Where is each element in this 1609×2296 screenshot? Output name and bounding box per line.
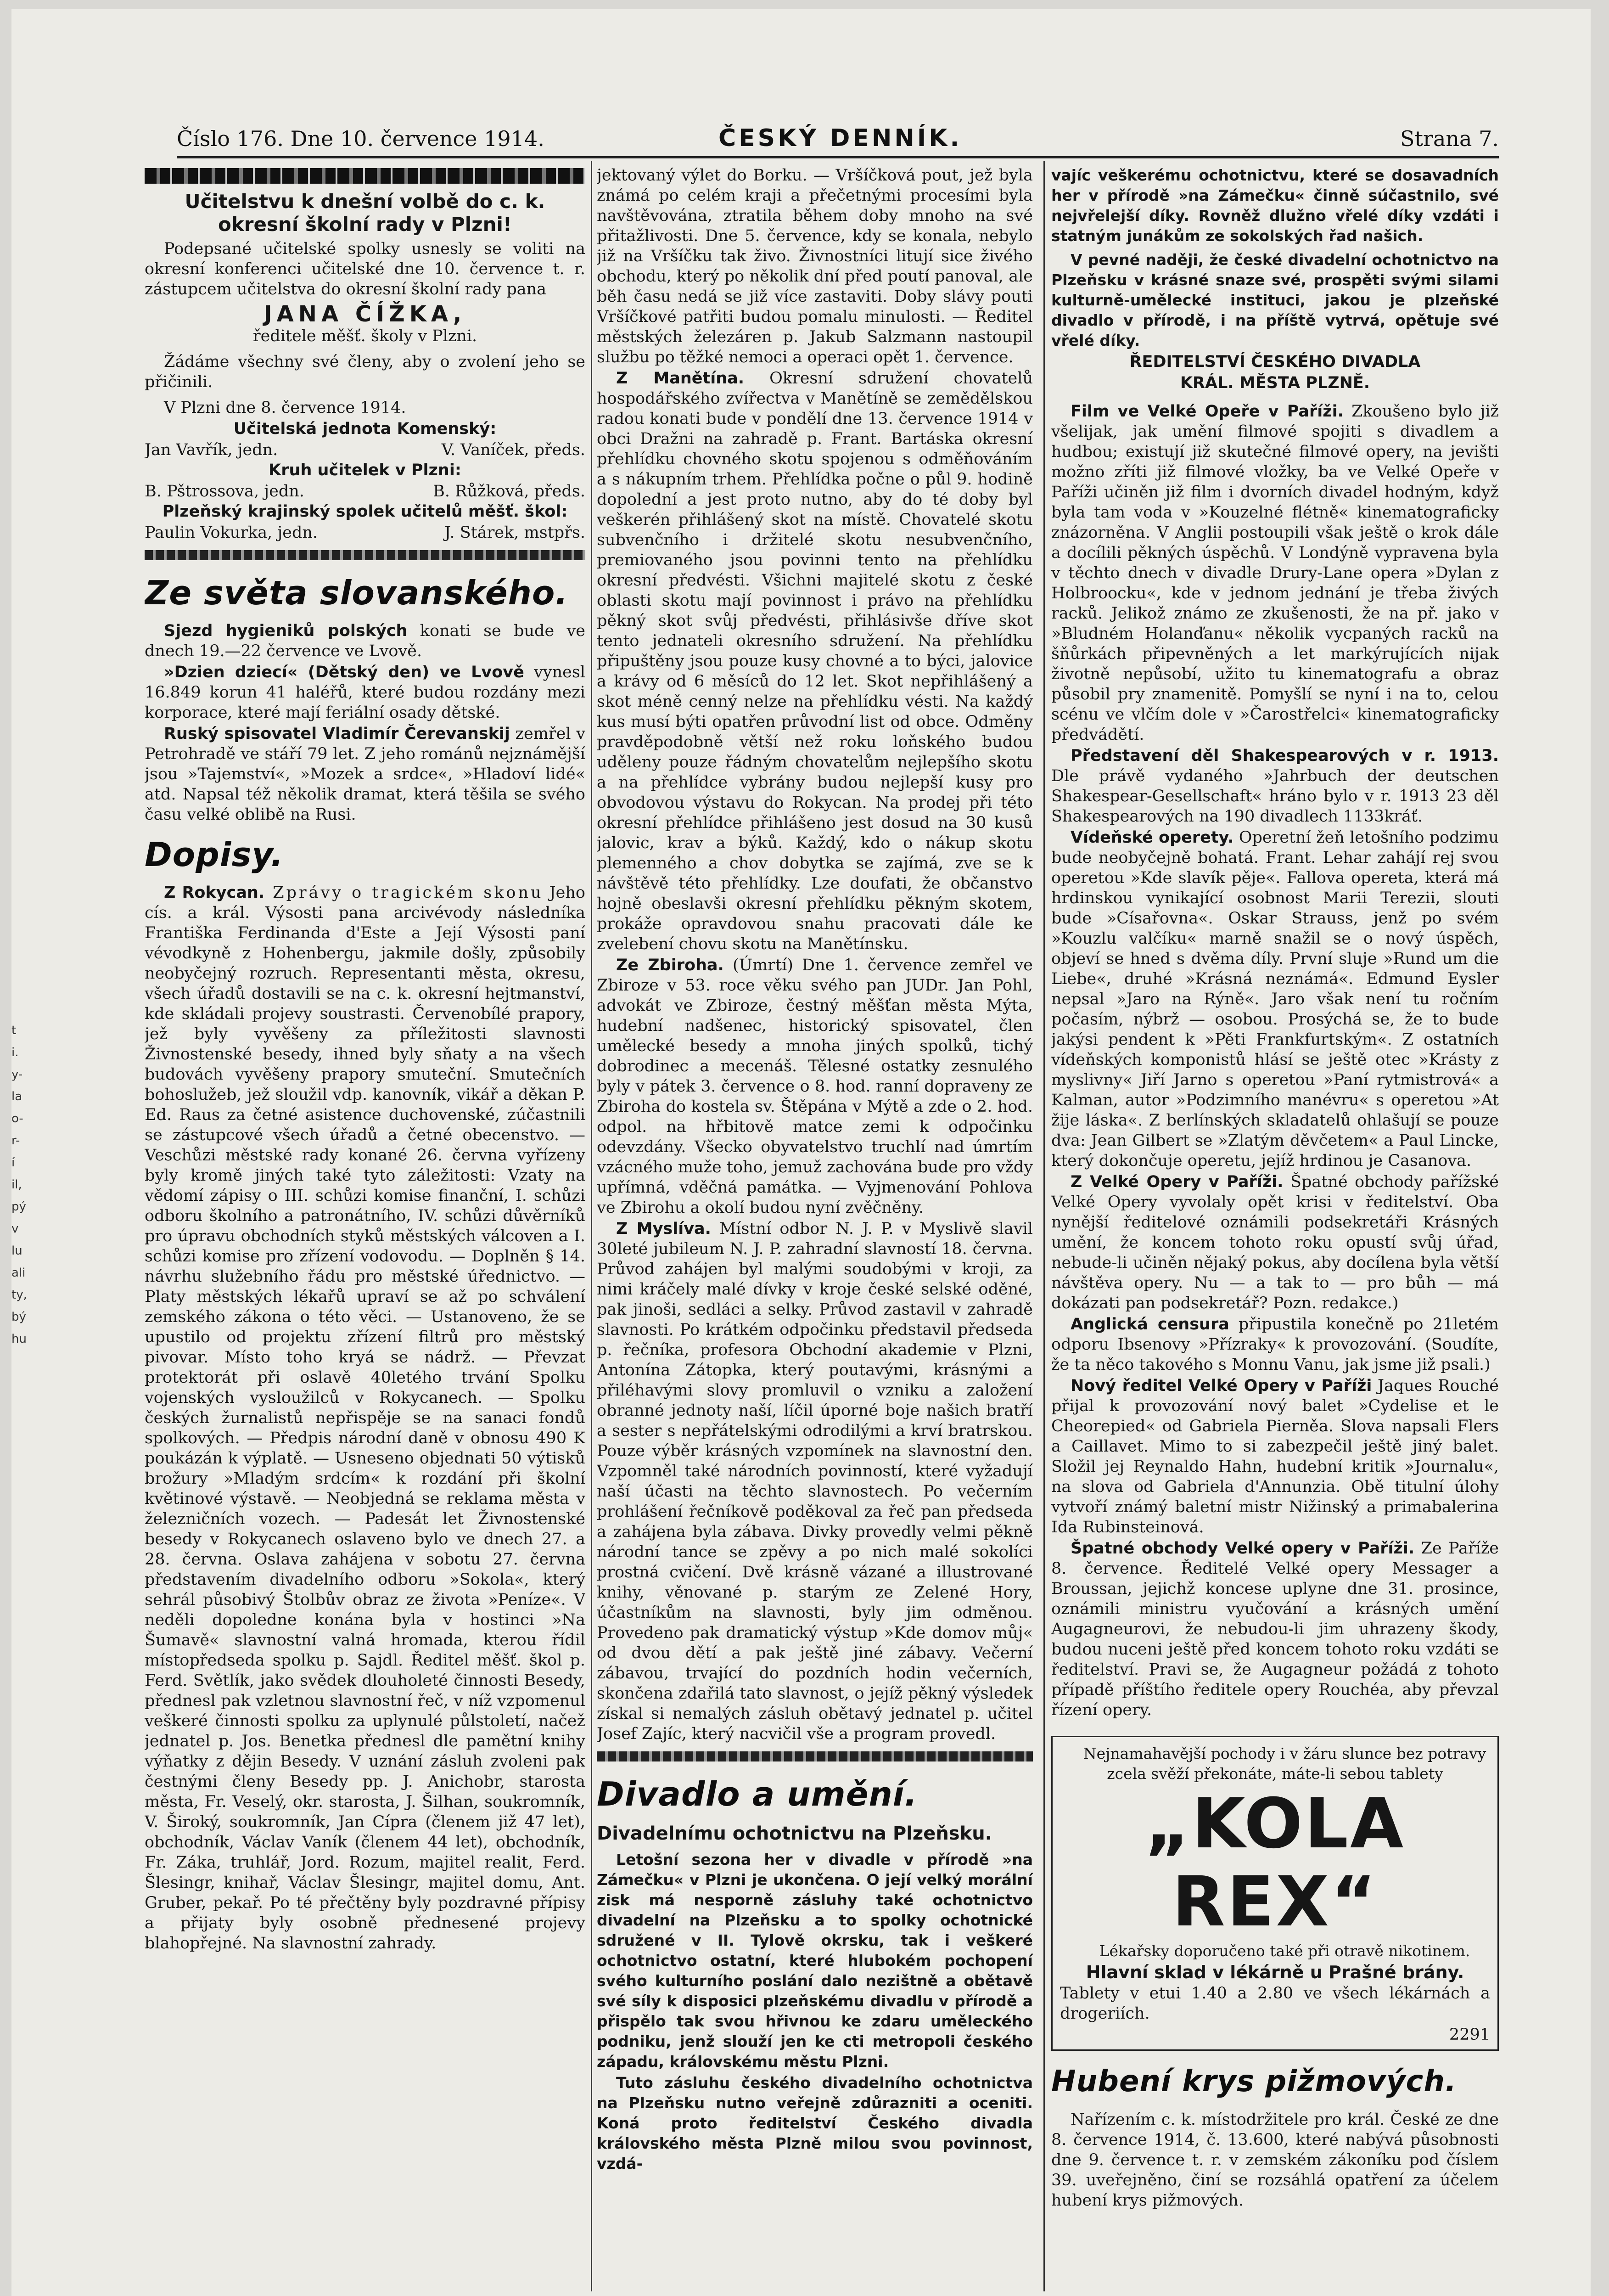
news-item: Ze Zbiroha. (Úmrtí) Dne 1. července zemřel ve Zbiroze v 53. roce věku svého pan JUDr. Jan Pohl, advokát ve Zbiroze, čestný měšťan města Mýta, hudební nadšenec, historický spisovatel, člen umělecké besedy a mnoha jiných spolků, tichý dobrodinec a mecenáš. Tělesné ostatky zesnulého byly v pátek 3. července o 8. hod. ranní dopraveny ze Zbiroha do kostela sv. Štěpána v Mýtě a zde o 2. hod. odpol. na hřbitově matce zemi k odpočinku odevzdány. Všecko obyvatelstvo truchlí nad úmrtím vzácného muže toho, jemuž zachována bude pro vždy upřímná, vděčná památka. — Vyjmenování Pohlova ve Zbirohu a okolí budou nyní zvěčněny. bbox=[597, 956, 1033, 1217]
section-heading: Divadlo a umění. bbox=[597, 1775, 918, 1813]
news-item: Vídeňské operety. Operetní žeň letošního podzimu bude neobyčejně bohatá. Frant. Lehar zahájí rej svou operetou »Kde slavík pěje«. Fallova opereta, která má hrdinskou vynikající osobnost Marii Terezii, slouti bude »Císařovna«. Oskar Strauss, jenž po svém »Kouzlu valčíku« marně snažil se o nový úspěch, objeví se hned s dvěma díly. První sluje »Rund um die Liebe«, druhé »Krásná neznámá«. Edmund Eysler nepsal »Jaro na Rýně«. Jaro však není tu ročním počasím, nýbrž — osobou. Prosýchá se, že to bude jakýsi pendent k »Pěti Frankfurtským«. Z ostatních vídeňských komponistů hlásí se ještě otec »Krásty z myslivny« Jiří Jarno s operetou »Paní rytmistrová« a Kalman, autor »Podzimního manévru« s operetou »At žije láska«. Z berlínských skladatelů ohlašují se pouze dva: Jean Gilbert se »Zlatým děvčetem« a Paul Lincke, který dokončuje operetu, jejíž hrdinou je Casanova. bbox=[1051, 828, 1499, 1170]
news-item: Sjezd hygieniků polských konati se bude ve dnech 19.—22 července ve Lvově. bbox=[145, 622, 585, 660]
notice-date: V Plzni dne 8. července 1914. bbox=[164, 399, 406, 417]
page-header bbox=[177, 126, 1499, 158]
signatory: J. Stárek, mstpřs. bbox=[444, 523, 585, 542]
adjacent-page-fragment: y- bbox=[11, 1068, 23, 1081]
subsection-heading: Divadelnímu ochotnictvu na Plzeňsku. bbox=[597, 1823, 992, 1844]
news-item: Špatné obchody Velké opery v Paříži. Ze Paříže 8. července. Ředitelé Velké opery Messager a Broussan, jejichž koncese uplyne dne 31. prosince, oznámili ministru vyučování a krásných umění Augagneurovi, že nebudou-li jim uhrazeny škody, budou nuceni ještě před koncem tohoto roku vzdáti se ředitelství. Pravi se, že Augagneur požádá z tohoto případě příštího ředitele opery Rouchéa, aby převzal řízení opery. bbox=[1051, 1539, 1499, 1719]
adjacent-page-fragment: pý bbox=[11, 1200, 26, 1214]
signatory: B. Pštrossova, jedn. bbox=[145, 482, 304, 501]
advertisement-kola-rex bbox=[1051, 1736, 1499, 2051]
news-item: Představení děl Shakespearových v r. 1913. Dle právě vydaného »Jahrbuch der deutschen Shakespear-Gesellschaft« hráno bylo v r. 1913 23 děl Shakespearových na 190 divadlech 1133kráť. bbox=[1051, 747, 1499, 826]
signature: KRÁL. MĚSTA PLZNĚ. bbox=[1180, 374, 1370, 392]
signature-row bbox=[145, 481, 585, 501]
ad-text: Tablety v etui 1.40 a 2.80 ve všech lékárnách a drogeriích. bbox=[1060, 1984, 1490, 2023]
notice-headline: Učitelstvu k dnešní volbě do c. k. okresní školní rady v Plzni! bbox=[185, 190, 545, 236]
org-heading: Učitelská jednota Komenský: bbox=[233, 420, 497, 438]
ad-text: Lékařsky doporučeno také při otravě nikotinem. bbox=[1099, 1942, 1470, 1960]
adjacent-page-fragment: lu bbox=[11, 1244, 22, 1258]
theatre-notice: vajíc veškerému ochotnictvu, které se dosavadních her v přírodě »na Zámečku« činně súčastnilo, své nejvřelejší díky. Rovněž dlužno vřelé díky vzdáti i statným junákům ze sokolských řad našich. bbox=[1051, 166, 1499, 245]
candidate-role: ředitele měšť. školy v Plzni. bbox=[252, 327, 477, 345]
adjacent-page-fragment: bý bbox=[11, 1310, 26, 1324]
section-heading: Dopisy. bbox=[145, 835, 284, 874]
signatory: B. Růžková, předs. bbox=[433, 482, 585, 501]
org-heading: Kruh učitelek v Plzni: bbox=[269, 461, 461, 479]
news-item: Film ve Velké Opeře v Paříži. Zkoušeno bylo již všelijak, jak umění filmové spojiti s divadlem a hudbou; existují již skutečné filmové opery, na jevišti možno zříti již filmové vložky, ba ve Velké Opeře v Paříži učiněn již film i dvorních divadel hodným, když byla tam voda v »Kouzelné flétně« kinematograficky znázorněna. V Anglii postoupili však ještě o krok dále a docílili pěkných úspěchů. V Londýně vypravena byla v těchto dnech v divadle Drury-Lane opera »Dylan z Holbroocku«, kde v jednom jednání je třeba živých racků. Jelikož známo ze zkušenosti, že na př. jako v »Bludném Holanďanu« několik vycpaných racků na šňůrkách připevněných a let markýrujících nijak životně nepůsobí, užito tu kinematografu a obraz působil pry znamenitě. Pomyšlí se nyní i na to, celou scénu ve vlčím dole v »Čarostřelci« kinematograficky předvádětí. bbox=[1051, 402, 1499, 744]
adjacent-page-fragment: la bbox=[11, 1090, 22, 1103]
masthead: ČESKÝ DENNÍK. bbox=[718, 124, 962, 152]
section-heading: Ze světa slovanského. bbox=[145, 574, 568, 612]
news-item: Z Myslíva. Místní odbor N. J. P. v Myslivě slavil 30leté jubileum N. J. P. zahradní slavností 18. června. Průvod zahájen byl malými soudobými v kroji, za nimi kráčely malé dívky v kroje české selské oděné, pak jinoši, sedláci a selky. Průvod zastavil v zahradě slavnosti. Po krátkém odpočinku představil předseda p. řečníka, profesora Obchodní akademie v Plzni, Antonína Zátopka, který poutavými, krásnými a přiléhavými slovy promluvil o vzniku a založení obranné jednoty naší, líčil úporné boje našich bratří a sester s nepřátelskými odrodilými a krví bratrskou. Pouze výběr krásných vzpomínek na slavnostní den. Vzpomněl také národních povinností, které vyžadují naší účasti na těchto slavnostech. Po večerním prohlášení řečníkově poděkoval za řeč pan předseda a zahájena byla zábava. Divky provedly velmi pěkně národní tance se zpěvy a po nich malé sokolíci prostná cvičení. Dvě krásně vázané a illustrované knihy, věnované p. starým ze Zelené Hory, účastníkům na slavnosti, byly jim odměnou. Provedeno pak dramatický výstup »Kde domov můj« od dvou dětí a pak ještě jiné zábavy. Večerní zábavou, trvající do pozdních hodin večerních, skončena zdařilá tato slavnost, o jejíž pěkný výsledek získal si nemalých zásluh obětavý jednatel p. učitel Josef Zajíc, který nacvičil vše a program provedl. bbox=[597, 1220, 1033, 1743]
issue-date: Číslo 176. Dne 10. července 1914. bbox=[177, 126, 544, 151]
notice-text: Podepsané učitelské spolky usnesly se voliti na okresní konferenci učitelské dne 10. července t. r. zástupcem učitelstva do okresní školní rady pana bbox=[145, 240, 585, 298]
newspaper-page bbox=[11, 9, 1591, 2296]
signatory: V. Vaníček, předs. bbox=[441, 441, 585, 459]
adjacent-page-fragment: ali bbox=[11, 1266, 26, 1280]
theatre-notice: Tuto zásluhu českého divadelního ochotnictva na Plzeňsku nutno veřejně zdůrazniti a oceniti. Koná proto ředitelství Českého divadla královského města Plzně milou svou povinnost, vzdá- bbox=[597, 2074, 1033, 2172]
news-item: Nařízením c. k. místodržitele pro král. České ze dne 8. července 1914, č. 13.600, které nabývá působnosti dne 9. července t. r. v zemském zákoníku pod číslem 39. uveřejněno, činí se rozsáhlá opatření za účelem hubení krys pižmových. bbox=[1051, 2110, 1499, 2210]
column-2 bbox=[597, 165, 1033, 2296]
section-heading: Hubení krys pižmových. bbox=[1051, 2065, 1457, 2099]
adjacent-page-edge bbox=[11, 1019, 30, 1525]
theatre-notice: V pevné naději, že české divadelní ochotnictvo na Plzeňsku v krásné snaze své, prospěti svými silami kulturně-umělecké instituci, jakou je plzeňské divadlo v přírodě, i na příště vytrvá, opětuje své vřelé díky. bbox=[1051, 251, 1499, 349]
signatory: Paulin Vokurka, jedn. bbox=[145, 523, 318, 542]
signatory: Jan Vavřík, jedn. bbox=[145, 441, 278, 459]
ad-number: 2291 bbox=[1449, 2026, 1490, 2044]
adjacent-page-fragment: ty, bbox=[11, 1288, 27, 1302]
adjacent-page-fragment: t bbox=[11, 1024, 17, 1037]
adjacent-page-fragment: v bbox=[11, 1222, 19, 1236]
ornamental-rule bbox=[145, 168, 585, 184]
letter-rokycany: Z Rokycan. Zprávy o tragickém skonu Jeho cís. a král. Výsosti pana arcivévody následníka Františka Ferdinanda d'Este a Její Výsosti paní vévodkyně z Hohenbergu, jakmile došly, způsobily neobyčejný rozruch. Representanti města, okresu, všech úřadů dostavili se na c. k. okresní hejtmanství, kde skládali projevy soustrasti. Červenobílé prapory, jež byly vyvěšeny za příležitosti slavnosti Živnostenské besedy, ihned byly sňaty a na všech budovách vyvěšeny prapory smuteční. Smutečních bohoslužeb, jež sloužil vdp. kanovník, vikář a děkan P. Ed. Raus za četné asistence duchovenské, zúčastnili se zástupcové všech úřadů a četné obecenstvo. — Veschůzi městské rady konané 26. června vyřízeny byly kromě jiných také tyto záležitosti: Vzaty na vědomí zápisy o III. schůzi komise finanční, I. schůzi odboru školního a patronátního, IV. schůzi důvěrníků pro úpravu obchodních styků městských válcoven a I. schůzi komise pro zřízení vodovodu. — Doplněn § 14. návrhu služebního řádu pro městské úřednictvo. — Platy městských lékařů upraví se až po schválení zemského zákona o této věci. — Ustanoveno, že se upustilo od projektu zřízení filtrů pro městský pivovar. Místo toho kryá se nádrž. — Převzat protektorát při oslavě 40letého trvání Spolku vojenských vysloužilců v Rokycanech. — Spolku českých žurnalistů nepřispěje se na sanaci fondů spolkových. — Předpis národní daně v obnosu 490 K poukázán k výplatě. — Usneseno objednati 50 výtisků brožury »Mladým srdcím« k rozdání při školní květinové výstavě. — Neobjedná se reklama města v železničních vozech. — Padesát let Živnostenské besedy v Rokycanech oslaveno bylo ve dnech 27. a 28. června. Oslava zahájena v sobotu 27. června představením divadelního odboru »Sokola«, který sehrál působivý Štolbův obraz ze života »Peníze«. V neděli dopoledne konána byla v hostinci »Na Šumavě« slavnostní valná hromada, kterou řídil místopředseda spolku p. Sajdl. Ředitel měšť. škol p. Ferd. Světlík, jako svědek dlouholeté činnosti Besedy, přednesl pak vzletnou slavnostní řeč, v níž vzpomenul veškeré činnosti spolku za uplynulé půlstoletí, načež jednatel p. Jos. Benetka přednesl dle pamětní knihy výňatky z dějin Besedy. V uznání zásluh zvoleni pak čestnými členy Besedy pp. J. Anichobr, starosta města, Fr. Veselý, okr. starosta, J. Šilhan, soukromník, V. Široký, soukromník, Jan Cípra (členem již 47 let), obchodník, Václav Vaník (členem 44 let), obchodník, Fr. Záka, truhlář, Jord. Rozum, majitel realit, Ferd. Šlesingr, knihař, Václav Šlesingr, majitel domu, Ant. Gruber, pekař. Po té přečtěny byly pozdravné přípisy a přijaty byly osobně přednesené projevy blahopřejné. Na slavnostní zahrady. bbox=[145, 884, 585, 1953]
ad-text: Hlavní sklad v lékárně u Prašné brány. bbox=[1086, 1962, 1464, 1982]
news-item: Z Manětína. Okresní sdružení chovatelů hospodářského zvířectva v Manětíně se zemědělskou radou konati bude v pondělí dne 13. července 1914 v obci Dražni na zahradě p. Frant. Bartáska okresní přehlídku chovného skotu spojenou s odměňováním a s nákupním trhem. Přehlídka počne o půl 9. hodině dopolední a jest proto nutno, aby do té doby byl veškerén přihlášený skot na místě. Chovatelé skotu subvenčního i držitelé skotu nesubvenčního, premiovaného jsou povinni tento na přehlídku okresní předvésti. Všichni majitelé skotu z české oblasti skotu mají povinnost i právo na přehlídku pěkný skot svůj předvésti, přihlásivše dříve skot tento jednateli okresního sdružení. Na přehlídku připuštěny jsou pouze kusy chovné a to býci, jalovice a krávy od 6 měsíců do 12 let. Skot nepřihlášený a skot méně cenný nelze na přehlídku vésti. Na každý kus musí býti opatřen průvodní list od obce. Odměny pravděpodobně větší než roku loňského budou uděleny pouze řádným chovatelům nejlepšího skotu a na přehlídce vybrány budou nejlepší kusy pro obvodovou výstavu do Rokycan. Na prodej při této okresní přehlídce přihlášeno jest dosud na 30 kusů jalovic, krav a býků. Každý, kdo o nákup skotu plemenného a chov dobytka se zajímá, zve se k návštěvě této přehlídky. Lze doufati, že občanstvo hojně obeslavši okresní přehlídku pěkným skotem, prokáže opravdovou snahu pracovati dále ke zvelebení chovu skotu na Manětínsku. bbox=[597, 369, 1033, 953]
column-separator bbox=[591, 161, 592, 2291]
signature: ŘEDITELSTVÍ ČESKÉHO DIVADLA bbox=[1129, 353, 1421, 371]
adjacent-page-fragment: il, bbox=[11, 1178, 22, 1192]
news-item: »Dzien dziecí« (Dětský den) ve Lvově vynesl 16.849 korun 41 haléřů, které budou rozdány mezi korporace, které mají feriální osady dětské. bbox=[145, 663, 585, 722]
ad-text: Nejnamahavější pochody i v žáru slunce bez potravy zcela svěží překonáte, máte-li sebou tablety bbox=[1083, 1745, 1486, 1783]
page-number: Strana 7. bbox=[1400, 126, 1499, 151]
signature-row bbox=[145, 440, 585, 460]
org-heading: Plzeňský krajinský spolek učitelů měšť. škol: bbox=[162, 502, 568, 521]
column-separator bbox=[1043, 161, 1045, 2291]
news-item: Anglická censura připustila konečně po 21letém odporu Ibsenovy »Přízraky« k provozování. (Soudíte, že ta něco takového s Monnu Vanu, jak jsme již psali.) bbox=[1051, 1315, 1499, 1374]
article-continuation: jektovaný výlet do Borku. — Vršíčková pout, jež byla známá po celém kraji a přečetnými procesími byla navštěvována, ztratila během doby mnoho na své přitažlivosti. Dne 5. července, kdy se konala, nebylo již na Vršíčku tak živo. Živnostníci litují sice živého obchodu, který po několik dní před poutí panoval, ale běh času nedá se již více zastaviti. Doby slávy pouti Vršíčkové patřiti budou pomalu minulosti. — Ředitel městských železáren p. Jakub Salzmann nastoupil službu po těžké nemoci a operaci opět 1. července. bbox=[597, 166, 1033, 366]
ornamental-rule bbox=[145, 550, 585, 560]
column-1 bbox=[145, 165, 585, 2296]
news-item: Nový ředitel Velké Opery v Paříži Jaques Rouché přijal k provozování nový balet »Cydelise et le Cheorepied« od Gabriela Pierněa. Slova napsali Flers a Caillavet. Mimo to si zabezpečil ještě jiný balet. Složil jej Reynaldo Hahn, hudební kritik »Journalu«, na slova od Gabriela d'Annunzia. Obě titulní úlohy vytvoří známý baletní mistr Nižinský a primabalerina Ida Rubinsteinová. bbox=[1051, 1377, 1499, 1536]
adjacent-page-fragment: r- bbox=[11, 1134, 20, 1148]
adjacent-page-fragment: o- bbox=[11, 1112, 23, 1125]
adjacent-page-fragment: hu bbox=[11, 1332, 27, 1346]
news-item: Ruský spisovatel Vladimír Čerevanskij zemřel v Petrohradě ve stáří 79 let. Z jeho románů nejznámější jsou »Tajemství«, »Mozek a srdce«, »Hladoví lidé« atd. Napsal též několik dramat, která těšila se svého času velké oblibě na Rusi. bbox=[145, 725, 585, 824]
signature-row bbox=[145, 523, 585, 543]
adjacent-page-fragment: i. bbox=[11, 1046, 19, 1059]
theatre-notice: Letošní sezona her v divadle v přírodě »na Zámečku« v Plzni je ukončena. O její velký morální zisk má nesporně zásluhy také ochotnictvo divadelní na Plzeňsku a to spolky ochotnické sdružené v II. Tylově okrsku, tak i veškeré ochotnictvo ostatní, které hlubokém pochopení svého kulturního poslání dalo nezištně a obětavě své síly k disposici plzeňskému divadlu v přírodě a přispělo tak svou hřivnou ke zdaru uměleckého podniku, jenž slouží jen ke cti metropoli českého západu, královskému městu Plzni. bbox=[597, 1851, 1033, 2071]
ad-brand: „KOLA REX“ bbox=[1144, 1784, 1406, 1942]
notice-appeal: Žádáme všechny své členy, aby o zvolení jeho se přičinili. bbox=[145, 353, 585, 391]
adjacent-page-fragment: í bbox=[11, 1156, 15, 1170]
ornamental-rule bbox=[597, 1751, 1033, 1761]
header-rule bbox=[177, 156, 1499, 158]
column-3 bbox=[1051, 165, 1499, 2296]
news-item: Z Velké Opery v Paříži. Špatné obchody pařížské Velké Opery vyvolaly opět krisi v ředitelství. Oba nynější ředitelové oznámili podsekretáři Krásných umění, že koncem tohoto roku opustí svůj úřad, nebude-li učiněn nějaký pokus, aby docílena byla větší návštěva opery. Nu — a tak to — pro bůh — má dokázati pan podsekretář? Pozn. redakce.) bbox=[1051, 1173, 1499, 1312]
candidate-name: JANA ČÍŽKA, bbox=[263, 301, 466, 327]
